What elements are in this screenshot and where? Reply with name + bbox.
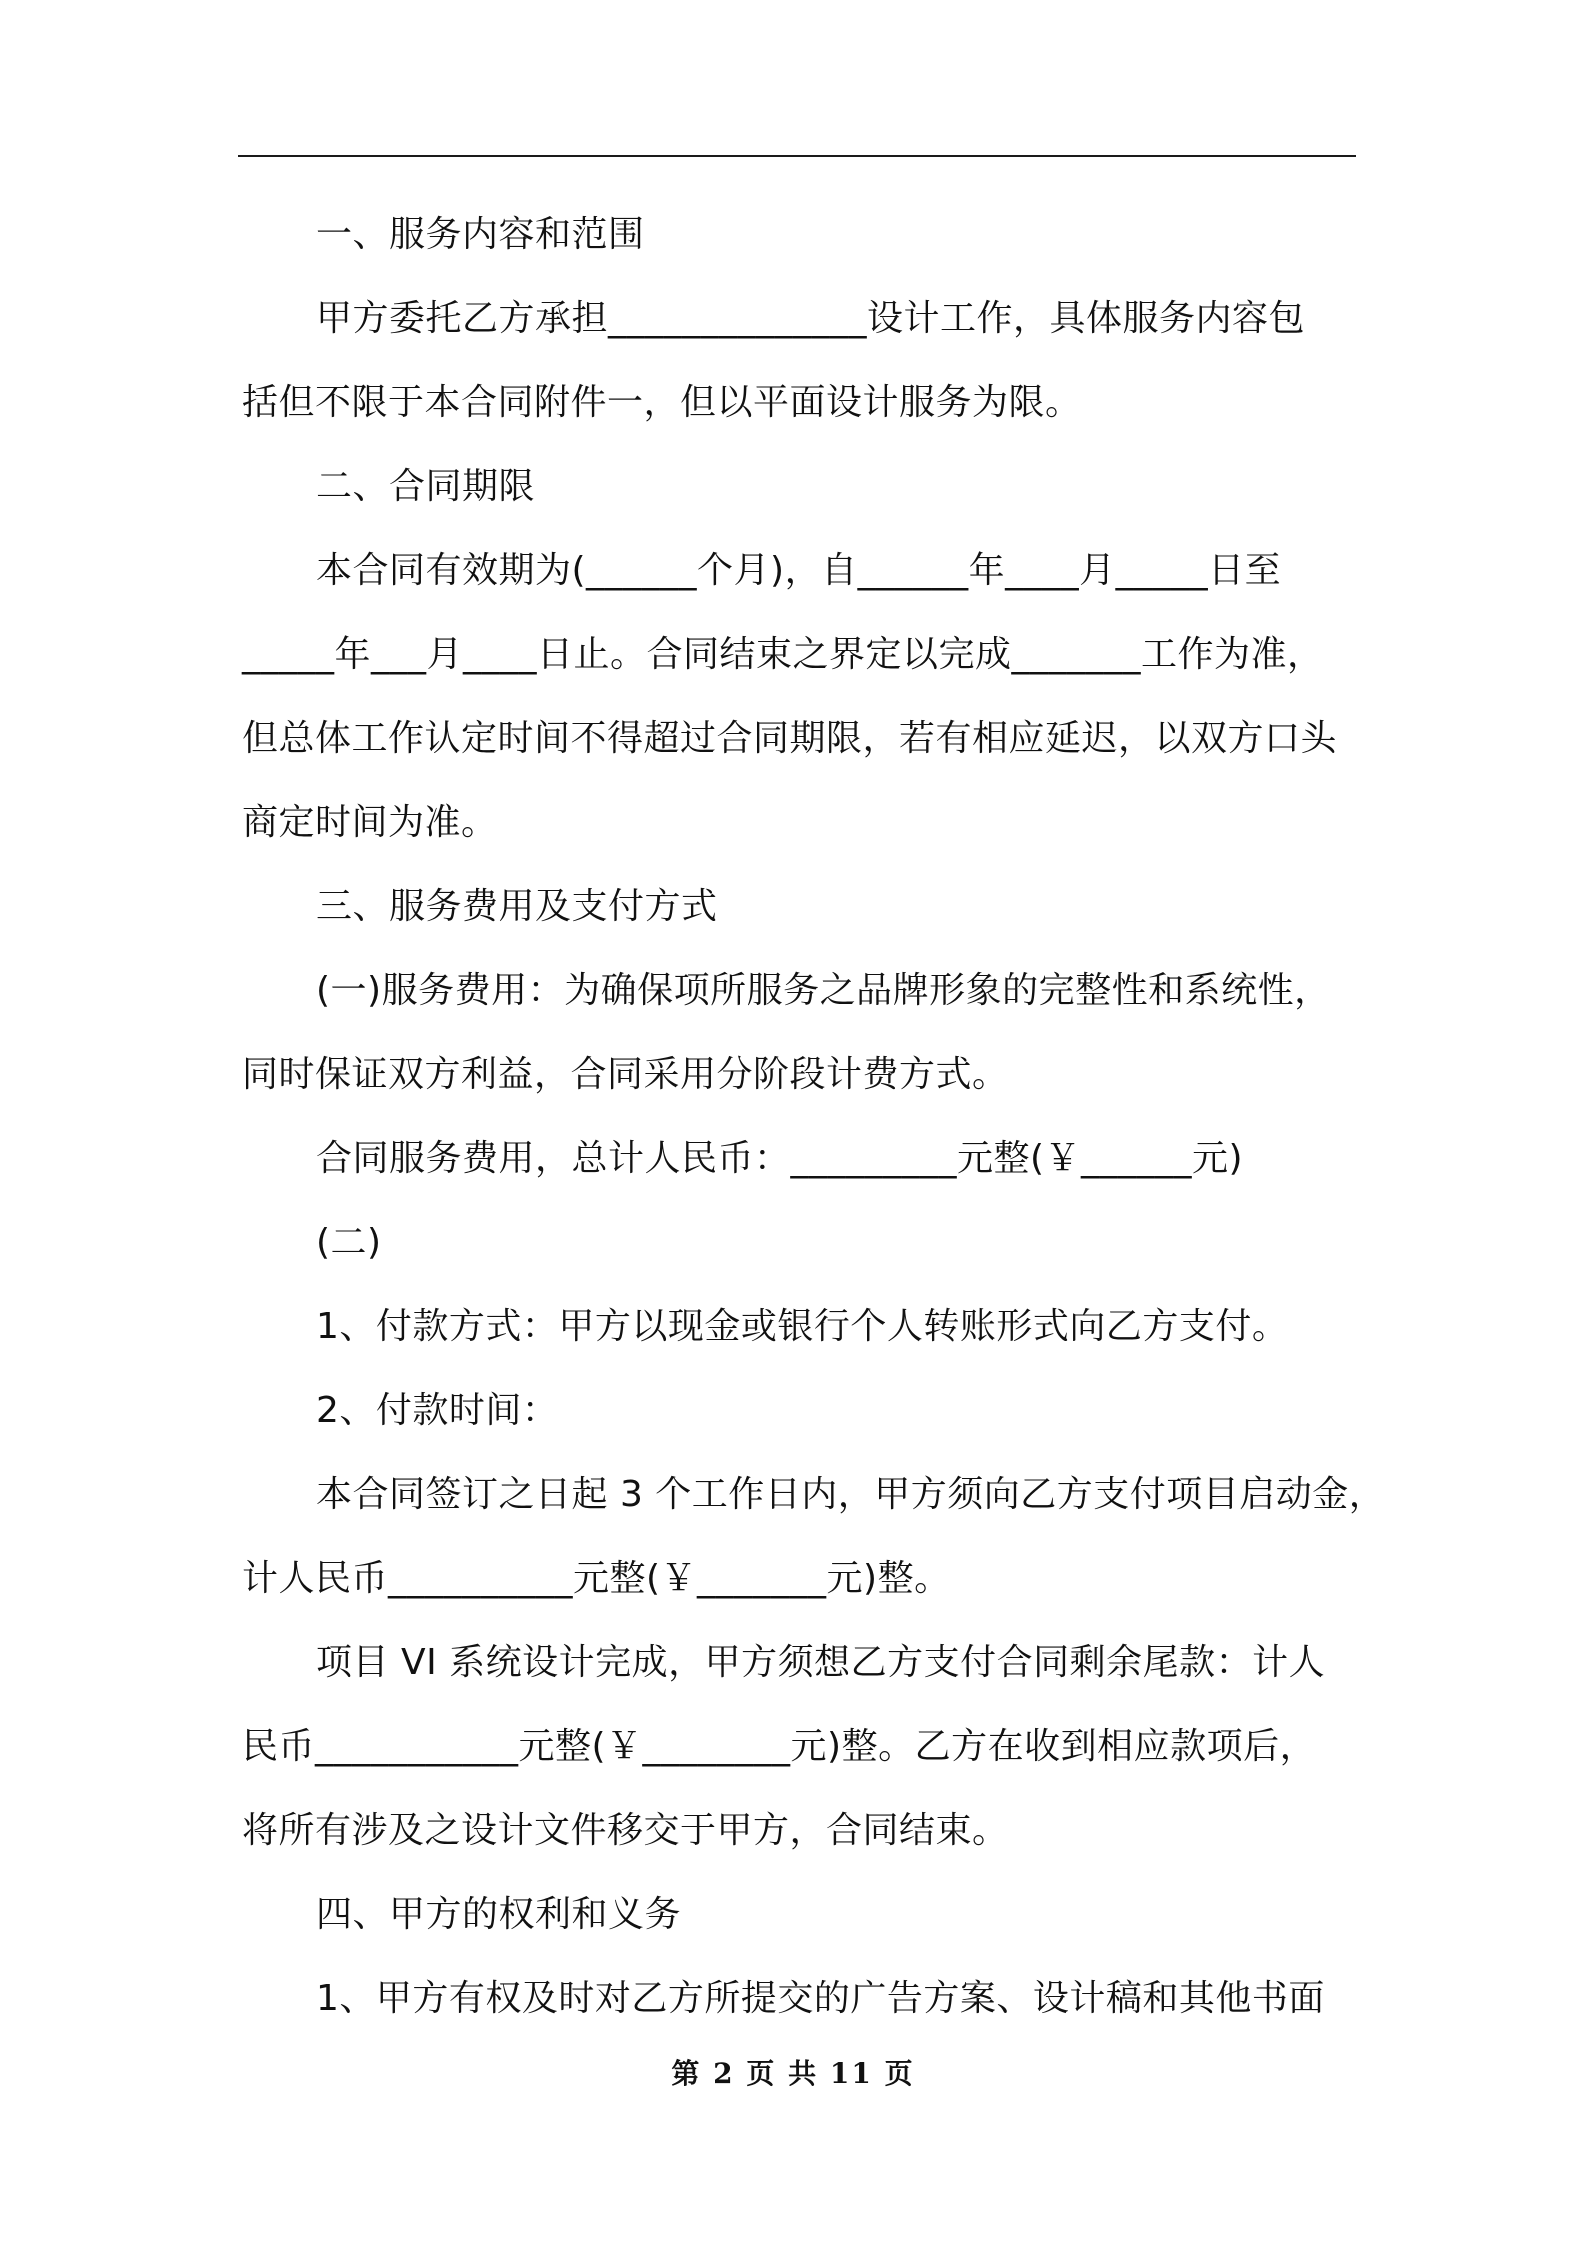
subsection-label: (二) [316,1222,382,1263]
paragraph-line: 民币___________元整(￥________元)整。乙方在收到相应款项后， [242,1726,1317,1767]
section-heading-1: 一、服务内容和范围 [316,214,645,255]
section-heading-3: 三、服务费用及支付方式 [316,886,718,927]
page-number: 第 2 页 共 11 页 [671,2057,915,2090]
paragraph-line: 1、甲方有权及时对乙方所提交的广告方案、设计稿和其他书面 [316,1978,1325,2019]
paragraph-line: 项目 VI 系统设计完成，甲方须想乙方支付合同剩余尾款：计人 [316,1642,1326,1683]
section-heading-4: 四、甲方的权利和义务 [316,1894,682,1935]
paragraph-line: 本合同有效期为(______个月)，自______年____月_____日至 [316,550,1282,591]
paragraph-line: _____年___月____日止。合同结束之界定以完成_______工作为准， [242,634,1324,675]
paragraph-line: (一)服务费用：为确保项所服务之品牌形象的完整性和系统性， [316,970,1331,1011]
paragraph-line: 合同服务费用，总计人民币：_________元整(￥______元) [316,1138,1244,1179]
paragraph-line: 本合同签订之日起 3 个工作日内，甲方须向乙方支付项目启动金， [316,1474,1386,1515]
paragraph-line: 但总体工作认定时间不得超过合同期限，若有相应延迟，以双方口头 [242,718,1338,759]
paragraph-line: 甲方委托乙方承担______________设计工作，具体服务内容包 [316,298,1306,339]
paragraph-line: 1、付款方式：甲方以现金或银行个人转账形式向乙方支付。 [316,1306,1289,1347]
header-rule [238,155,1356,157]
paragraph-line: 2、付款时间： [316,1390,559,1431]
section-heading-2: 二、合同期限 [316,466,536,507]
paragraph-line: 将所有涉及之设计文件移交于甲方，合同结束。 [242,1810,1009,1851]
paragraph-line: 商定时间为准。 [242,802,498,843]
paragraph-line: 括但不限于本合同附件一，但以平面设计服务为限。 [242,382,1082,423]
document-body [242,193,1386,2041]
paragraph-line: 计人民币__________元整(￥_______元)整。 [242,1558,951,1599]
paragraph-line: 同时保证双方利益，合同采用分阶段计费方式。 [242,1054,1009,1095]
